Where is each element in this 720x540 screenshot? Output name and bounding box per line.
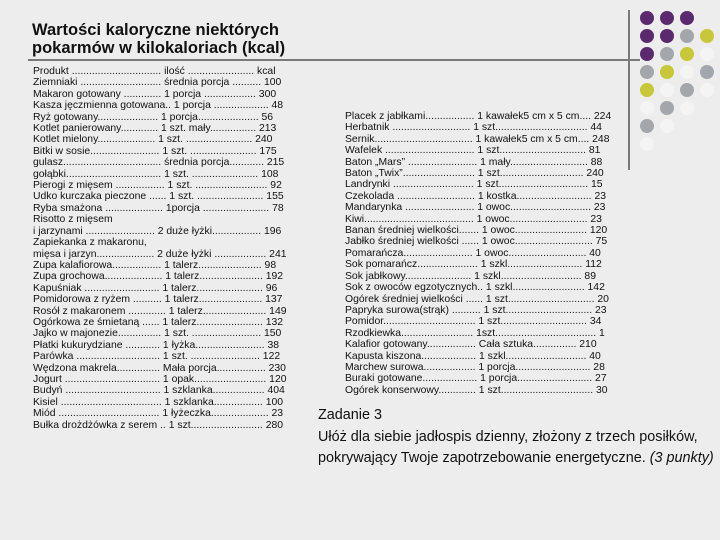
white-dot [680, 65, 694, 79]
table-row: Ryż gotowany..................... 1 porcja..................... 56 [33, 111, 274, 123]
task-heading: Zadanie 3 [318, 407, 383, 423]
gray-dot [640, 119, 654, 133]
task-text: Ułóż dla siebie jadłospis dzienny, złożony z trzech posiłków, pokrywający Twoje zapotrzebowanie energetyczne. [318, 428, 698, 466]
table-row: Pomarańcza........................ 1 owoc........................... 40 [345, 247, 601, 259]
table-row: Wędzona makrela............... Mała porcja................. 230 [33, 362, 286, 374]
table-row: Jajko w majonezie............... 1 szt. ........................ 150 [33, 328, 282, 340]
table-row: Kisiel ................................... 1 szklanka................. 100 [33, 396, 284, 408]
table-row: Sok z owoców egzotycznych.. 1 szkl......................... 142 [345, 282, 605, 294]
table-row: Makaron gotowany ............. 1 porcja .................. 300 [33, 88, 277, 100]
purple-dot [640, 11, 654, 25]
table-row: Jabłko średniej wielkości ...... 1 owoc........................... 75 [345, 236, 608, 248]
table-row: Sok jabłkowy....................... 1 szkl............................ 89 [345, 270, 596, 282]
table-row: Herbatnik ........................... 1 szt................................ 44 [345, 122, 602, 134]
table-row: Kasza jęczmienna gotowana.. 1 porcja ................... 48 [33, 100, 284, 112]
task-body [318, 427, 718, 470]
white-dot [700, 47, 714, 61]
table-row: Kapuśniak .......................... 1 talerz....................... 96 [33, 282, 278, 294]
table-row: Risotto z mięsem [33, 214, 113, 226]
white-dot [700, 83, 714, 97]
olive-dot [680, 47, 694, 61]
table-row: Ryba smażona .................... 1porcja ....................... 78 [33, 202, 284, 214]
white-dot [680, 101, 694, 115]
table-row: Sok pomarańcz..................... 1 szkl.......................... 112 [345, 259, 602, 271]
gray-dot [640, 65, 654, 79]
table-row: Ogórek średniej wielkości ...... 1 szt.............................. 20 [345, 293, 609, 305]
table-row: Kalafior gotowany................. Cała sztuka............... 210 [345, 339, 597, 351]
table-row: Placek z jabłkami................. 1 kawałek5 cm x 5 cm.... 224 [345, 111, 612, 122]
table-row: i jarzynami ........................ 2 duże łyżki................. 196 [33, 225, 282, 237]
white-dot [640, 137, 654, 151]
white-dot [660, 83, 674, 97]
table-row: Bułka drożdżówka z serem .. 1 szt......................... 280 [33, 419, 284, 431]
table-row: Papryka surowa(strąk) .......... 1 szt.............................. 23 [345, 304, 607, 316]
table-row: Produkt ............................... ilość ....................... kcal [33, 66, 276, 77]
table-row: Zupa grochowa.................... 1 talerz...................... 192 [33, 271, 284, 283]
table-row: Kotlet mielony.................... 1 szt. ....................... 240 [33, 134, 273, 146]
white-dot [660, 119, 674, 133]
purple-dot [640, 47, 654, 61]
table-row: Banan średniej wielkości....... 1 owoc......................... 120 [345, 225, 608, 237]
task-block [318, 405, 718, 470]
table-row: Mandarynka ........................ 1 owoc............................ 23 [345, 202, 606, 214]
gray-dot [660, 101, 674, 115]
purple-dot [660, 11, 674, 25]
table-row: Wafelek ............................... 1 szt.............................. 81 [345, 145, 601, 157]
table-row: Rosół z makaronem ............. 1 talerz...................... 149 [33, 305, 287, 317]
olive-dot [660, 65, 674, 79]
table-row: Pomidorowa z ryżem .......... 1 talerz...................... 137 [33, 294, 283, 306]
table-row: Miód ................................... 1 łyżeczka.................... 23 [33, 408, 284, 420]
gray-dot [700, 65, 714, 79]
table-row: Kapusta kiszona................... 1 szkl............................ 40 [345, 350, 601, 362]
table-row: mięsa i jarzyn.................... 2 duże łyżki .................. 241 [33, 248, 287, 260]
table-row: gołąbki................................. 1 szt. ....................... 108 [33, 168, 279, 180]
table-row: Kotlet panierowany............. 1 szt. mały................ 213 [33, 123, 277, 135]
vertical-divider [628, 10, 630, 170]
page-title [32, 21, 285, 57]
table-row: Ogórek konserwowy............. 1 szt................................ 30 [345, 384, 608, 396]
table-row: Pierogi z mięsem ................. 1 szt. ......................... 92 [33, 180, 282, 192]
purple-dot [680, 11, 694, 25]
purple-dot [640, 29, 654, 43]
table-row: Płatki kukurydziane ............ 1 łyżka........................ 38 [33, 339, 280, 351]
table-row: Pomidor................................ 1 szt.............................. 34 [345, 316, 602, 328]
gray-dot [680, 29, 694, 43]
table-row: Udko kurczaka pieczone ...... 1 szt. ....................... 155 [33, 191, 284, 203]
title-line-1: Wartości kaloryczne niektórych [32, 21, 279, 39]
table-row: Landrynki ............................ 1 szt............................... 15 [345, 179, 603, 191]
table-row: gulasz.................................. średnia porcja............ 215 [33, 157, 285, 169]
olive-dot [700, 29, 714, 43]
table-row: Kiwi...................................... 1 owoc........................... 23 [345, 213, 602, 225]
table-row: Marchew surowa.................. 1 porcja.......................... 28 [345, 361, 605, 373]
title-line-2: pokarmów w kilokaloriach (kcal) [32, 39, 286, 57]
calorie-table-right [345, 111, 611, 396]
purple-dot [660, 29, 674, 43]
table-row: Budyń ................................. 1 szklanka.................. 404 [33, 385, 285, 397]
olive-dot [640, 83, 654, 97]
task-points: (3 punkty) [649, 450, 714, 466]
table-row: Czekolada ........................... 1 kostka.......................... 23 [345, 190, 607, 202]
table-row: Baton „Twix”......................... 1 szt............................. 240 [345, 168, 604, 180]
horizontal-divider [28, 59, 640, 61]
table-row: Ziemniaki ............................ średnia porcja .......... 100 [33, 77, 282, 89]
table-row: Sernik.................................. 1 kawałek5 cm x 5 cm.... 248 [345, 133, 610, 145]
gray-dot [680, 83, 694, 97]
table-row: Parówka ............................. 1 szt. ........................ 122 [33, 351, 281, 363]
table-row: Ogórkowa ze śmietaną ...... 1 talerz....................... 132 [33, 316, 284, 328]
table-row: Baton „Mars” ........................ 1 mały........................... 88 [345, 156, 603, 168]
table-row: Bitki w sosie........................ 1 szt. ....................... 175 [33, 145, 277, 157]
table-row: Rzodkiewka......................... 1szt................................... 1 [345, 327, 605, 339]
gray-dot [660, 47, 674, 61]
table-row: Zupa kalafiorowa................. 1 talerz...................... 98 [33, 259, 277, 271]
table-row: Buraki gotowane................... 1 porcja.......................... 27 [345, 373, 607, 385]
table-row: Zapiekanka z makaronu, [33, 237, 147, 249]
table-row: Jogurt ................................. 1 opak......................... 120 [33, 373, 287, 385]
white-dot [640, 101, 654, 115]
calorie-table-left [33, 66, 287, 431]
